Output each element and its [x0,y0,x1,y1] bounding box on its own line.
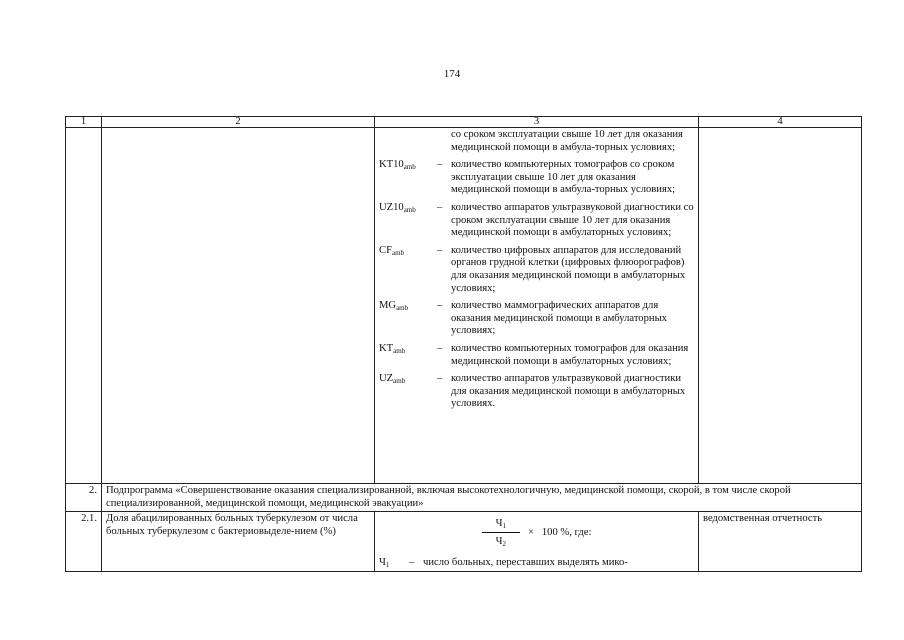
definition-dash: – [409,557,415,569]
definition-item [379,159,694,197]
definition-text: количество аппаратов ультразвуковой диагностики для оказания медицинской помощи в амбулаторных условиях. [451,373,686,410]
definition-item [379,373,694,411]
formula-rest: × 100 %, где: [527,526,592,538]
page-number: 174 [443,68,461,80]
data-source: ведомственная отчетность [699,512,862,572]
definition-text: количество маммографических аппаратов для оказания медицинской помощи в амбулаторных условиях; [451,300,667,337]
formula [379,515,694,551]
cell-number [66,128,102,484]
definition-item [379,202,694,240]
row-number: 2.1. [66,512,102,572]
cell-formula [375,128,699,484]
definition-item [379,300,694,338]
definition-text: число больных, переставших выделять мико- [423,557,628,569]
header-col-3: 3 [375,117,699,128]
row-number: 2. [66,484,102,512]
definition-dash: – [437,201,443,213]
definition-symbol: $UZ10_{amb}$ [379,201,416,214]
subprogram-title: Подпрограмма «Совершенствование оказания специализированной, включая высокотехнологичную, медицинской помощи, скорой, в том числе скорой специализированной, медицинской помощи, медицинской эвакуации» [102,484,862,512]
header-col-2: 2 [102,117,375,128]
definition-symbol: $KT10_{amb}$ [379,159,416,172]
fraction-numerator: $Ч_1$ [482,518,520,534]
fraction [482,518,520,549]
definition-symbol: $UZ_{amb}$ [379,373,406,386]
definition-dash: – [437,244,443,256]
cell-source [699,128,862,484]
definition-text: количество цифровых аппаратов для исследований органов грудной клетки (цифровых флюорографов) для оказания медицинской помощи в амбулаторных условиях; [451,244,686,294]
definition-dash: – [437,342,443,354]
definition-item [379,245,694,295]
definition-dash: – [437,300,443,312]
indicator-table [65,116,862,572]
cell-indicator [102,128,375,484]
definition-symbol: $Ч_1$ [379,557,390,570]
definition-symbol: $MG_{amb}$ [379,300,409,313]
table-row [66,128,862,484]
definition-text: количество компьютерных томографов со сроком эксплуатации свыше 10 лет для оказания медицинской помощи в амбула-торных условиях; [451,159,676,196]
continuation-text: со сроком эксплуатации свыше 10 лет для оказания медицинской помощи в амбула-торных условиях; [451,129,683,153]
definition-item [379,343,694,368]
cell-formula [375,512,699,572]
header-col-4: 4 [699,117,862,128]
header-row [66,117,862,128]
header-col-1: 1 [66,117,102,128]
table-row [66,512,862,572]
definition-symbol: $KT_{amb}$ [379,342,406,355]
definition-dash: – [437,373,443,385]
definition-symbol: $CF_{amb}$ [379,244,405,257]
definition-text: количество компьютерных томографов для оказания медицинской помощи в амбулаторных условиях; [451,342,689,367]
fraction-denominator: $Ч_2$ [495,536,506,549]
table-row [66,484,862,512]
definition-item [379,557,694,570]
indicator-name: Доля абацилированных больных туберкулезом от числа больных туберкулезом с бактериовыделе-нием (%) [102,512,375,572]
definition-text: количество аппаратов ультразвуковой диагностики со сроком эксплуатации свыше 10 лет для оказания медицинской помощи в амбулаторных условиях; [451,201,694,239]
definition-dash: – [437,159,443,171]
